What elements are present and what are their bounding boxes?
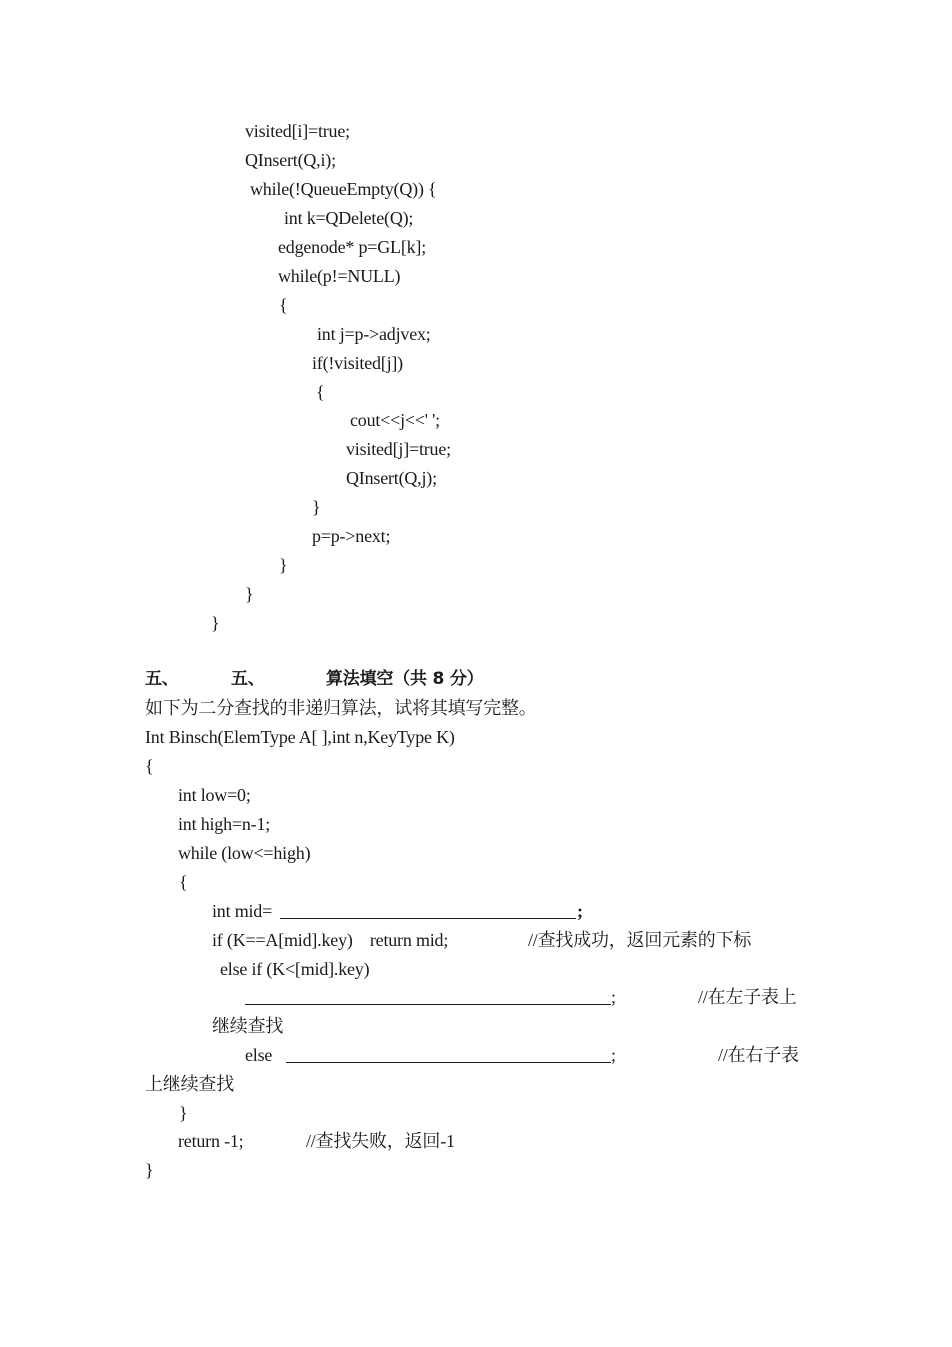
- code-line: }: [279, 555, 288, 575]
- code-line: QInsert(Q,i);: [245, 150, 336, 170]
- code-line: }: [145, 1160, 154, 1180]
- code-line: if(!visited[j]): [312, 353, 403, 373]
- function-signature: Int Binsch(ElemType A[ ],int n,KeyType K): [145, 727, 455, 747]
- code-line: int mid=: [212, 901, 273, 921]
- code-line: else if (K<[mid].key): [220, 959, 370, 979]
- code-line: while(!QueueEmpty(Q)) {: [250, 179, 437, 199]
- code-line: {: [179, 872, 188, 892]
- code-line: int high=n-1;: [178, 814, 271, 834]
- code-line: {: [316, 382, 325, 402]
- code-comment: //查找成功，返回元素的下标: [528, 930, 752, 950]
- code-line: QInsert(Q,j);: [346, 468, 437, 488]
- code-line: while(p!=NULL): [278, 266, 401, 286]
- code-line: ;: [611, 987, 616, 1007]
- code-comment: //在左子表上: [698, 987, 797, 1007]
- question-intro: 如下为二分查找的非递归算法，试将其填写完整。: [145, 698, 537, 718]
- code-line: }: [179, 1103, 188, 1123]
- code-comment: 继续查找: [212, 1016, 284, 1036]
- code-line: {: [279, 295, 288, 315]
- code-comment: //查找失败，返回-1: [306, 1131, 455, 1151]
- section-number: 五、: [145, 669, 179, 689]
- code-line: }: [211, 613, 220, 633]
- code-line: int low=0;: [178, 785, 251, 805]
- code-line: int k=QDelete(Q);: [284, 208, 414, 228]
- code-comment: //在右子表: [718, 1045, 799, 1065]
- code-line: int j=p->adjvex;: [317, 324, 431, 344]
- code-line: ;: [611, 1045, 616, 1065]
- answer-blank-right[interactable]: [286, 1062, 611, 1063]
- code-comment: 上继续查找: [145, 1074, 234, 1094]
- code-line: if (K==A[mid].key) return mid;: [212, 930, 449, 950]
- answer-blank-left[interactable]: [245, 1004, 611, 1005]
- answer-blank-mid[interactable]: [280, 918, 576, 919]
- code-line: else: [245, 1045, 273, 1065]
- section-number-repeat: 五、: [231, 669, 265, 689]
- code-line: visited[i]=true;: [245, 121, 350, 141]
- section-title: 算法填空（共 8 分）: [326, 669, 484, 689]
- code-line: return -1;: [178, 1131, 244, 1151]
- code-line: ;: [577, 901, 583, 921]
- code-line: {: [145, 756, 154, 776]
- code-line: visited[j]=true;: [346, 439, 451, 459]
- code-line: while (low<=high): [178, 843, 311, 863]
- code-line: }: [245, 584, 254, 604]
- code-line: edgenode* p=GL[k];: [278, 237, 427, 257]
- code-line: }: [312, 497, 321, 517]
- code-line: cout<<j<<' ';: [350, 410, 440, 430]
- code-line: p=p->next;: [312, 526, 391, 546]
